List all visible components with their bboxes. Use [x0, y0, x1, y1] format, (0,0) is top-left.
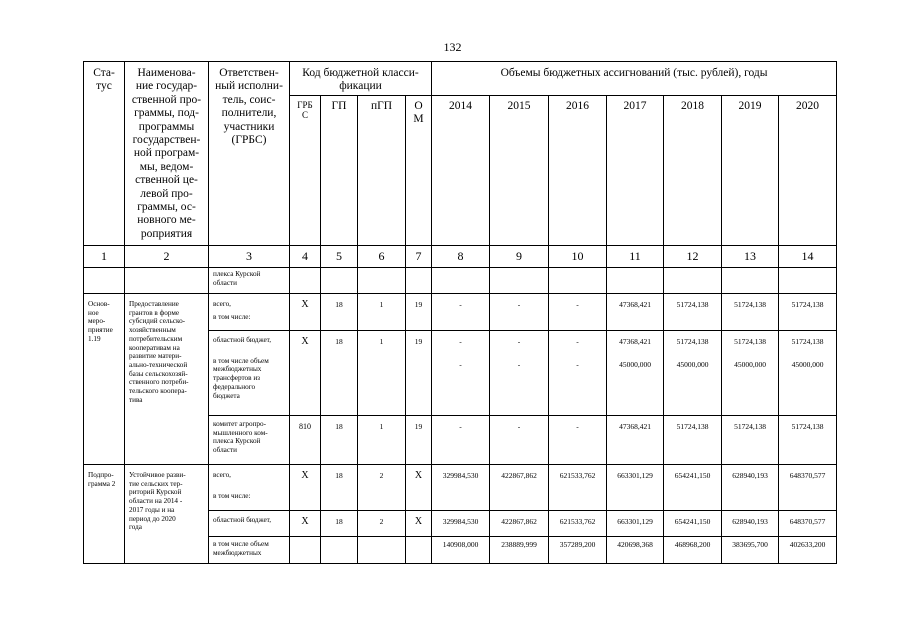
code-cell: 19: [406, 294, 432, 331]
value-cell: 383695,700: [722, 537, 779, 564]
code-cell: 2: [358, 511, 406, 537]
header-year: 2015: [490, 96, 549, 246]
value-cell: 357289,200: [549, 537, 607, 564]
value-cell: -: [490, 416, 549, 465]
code-cell: 19: [406, 416, 432, 465]
value-cell: -: [549, 416, 607, 465]
value-cell: - -: [549, 331, 607, 416]
table-row: [84, 268, 837, 294]
responsible-cell: областной бюджет, в том числе объем межбюджетных трансфертов из федерального бюджета: [209, 331, 290, 416]
code-cell: 18: [321, 416, 358, 465]
header-name: Наименова- ние государ- ственной про- граммы, под- программы государствен- ной програм- мы, ведом- ственной це- левой про- граммы, ос- новного ме- роприятия: [125, 62, 209, 246]
value-cell: 51724,138: [779, 416, 837, 465]
value-cell: 51724,138: [722, 416, 779, 465]
header-code-gp: ГП: [321, 96, 358, 246]
value-cell: 51724,138 45000,000: [779, 331, 837, 416]
value-cell: -: [432, 416, 490, 465]
responsible-cell: плекса Курской области: [209, 268, 290, 294]
code-cell: 19: [406, 331, 432, 416]
value-cell: 654241,150: [664, 465, 722, 511]
value-cell: 663301,129: [607, 511, 664, 537]
responsible-cell: всего, в том числе:: [209, 465, 290, 511]
value-cell: - -: [432, 331, 490, 416]
code-cell: 18: [321, 294, 358, 331]
column-number: 7: [406, 246, 432, 268]
value-cell: 420698,368: [607, 537, 664, 564]
column-number: 6: [358, 246, 406, 268]
name-cell: Устойчивое разви- тие сельских тер- риторий Курской области на 2014 - 2017 годы и на период до 2020 года: [125, 465, 209, 564]
status-cell: Основ- ное меро- приятие 1.19: [84, 294, 125, 465]
value-cell: 621533,762: [549, 465, 607, 511]
value-cell: 47368,421: [607, 294, 664, 331]
code-cell: 1: [358, 294, 406, 331]
value-cell: 329984,530: [432, 465, 490, 511]
header-status: Ста- тус: [84, 62, 125, 246]
value-cell: 238889,999: [490, 537, 549, 564]
column-number: 4: [290, 246, 321, 268]
column-number: 12: [664, 246, 722, 268]
header-code-om: О М: [406, 96, 432, 246]
value-cell: 47368,421 45000,000: [607, 331, 664, 416]
column-numbers-row: [84, 246, 837, 268]
header-budget-volume: Объемы бюджетных ассигнований (тыс. рублей), годы: [432, 62, 837, 96]
value-cell: 663301,129: [607, 465, 664, 511]
value-cell: 140908,000: [432, 537, 490, 564]
value-cell: -: [490, 294, 549, 331]
value-cell: 329984,530: [432, 511, 490, 537]
column-number: 13: [722, 246, 779, 268]
column-number: 11: [607, 246, 664, 268]
header-responsible: Ответствен- ный исполни- тель, соис- полнители, участники (ГРБС): [209, 62, 290, 246]
table-row: [84, 465, 837, 511]
value-cell: 621533,762: [549, 511, 607, 537]
code-cell: 1: [358, 331, 406, 416]
value-cell: 422867,862: [490, 465, 549, 511]
header-code-grbs: ГРБ С: [290, 96, 321, 246]
code-cell: 810: [290, 416, 321, 465]
responsible-cell: комитет агропро- мышленного ком- плекса Курской области: [209, 416, 290, 465]
code-cell: Х: [406, 511, 432, 537]
responsible-cell: в том числе объем межбюджетных: [209, 537, 290, 564]
code-cell: 18: [321, 511, 358, 537]
value-cell: -: [432, 294, 490, 331]
value-cell: 422867,862: [490, 511, 549, 537]
column-number: 9: [490, 246, 549, 268]
responsible-cell: всего, в том числе:: [209, 294, 290, 331]
header-code-pgp: пГП: [358, 96, 406, 246]
name-cell: Предоставление грантов в форме субсидий сельско- хозяйственным потребительским кооперативам на развитие матери- ально-технической базы сельскохозяй- ственного потреби- тельского коопера- тива: [125, 294, 209, 465]
header-year: 2018: [664, 96, 722, 246]
column-number: 5: [321, 246, 358, 268]
value-cell: 51724,138 45000,000: [664, 331, 722, 416]
value-cell: 628940,193: [722, 511, 779, 537]
code-cell: 18: [321, 465, 358, 511]
value-cell: 648370,577: [779, 465, 837, 511]
value-cell: 51724,138 45000,000: [722, 331, 779, 416]
value-cell: 51724,138: [779, 294, 837, 331]
column-number: 1: [84, 246, 125, 268]
header-year: 2014: [432, 96, 490, 246]
header-budget-code: Код бюджетной класси- фикации: [290, 62, 432, 96]
column-number: 2: [125, 246, 209, 268]
value-cell: 654241,150: [664, 511, 722, 537]
column-number: 8: [432, 246, 490, 268]
column-number: 14: [779, 246, 837, 268]
code-cell: Х: [290, 465, 321, 511]
value-cell: 51724,138: [722, 294, 779, 331]
value-cell: 51724,138: [664, 416, 722, 465]
code-cell: Х: [290, 294, 321, 331]
value-cell: -: [549, 294, 607, 331]
value-cell: 47368,421: [607, 416, 664, 465]
code-cell: Х: [290, 331, 321, 416]
value-cell: 648370,577: [779, 511, 837, 537]
code-cell: 1: [358, 416, 406, 465]
value-cell: 51724,138: [664, 294, 722, 331]
code-cell: 18: [321, 331, 358, 416]
table-row: [84, 294, 837, 331]
code-cell: Х: [406, 465, 432, 511]
responsible-cell: областной бюджет,: [209, 511, 290, 537]
value-cell: 402633,200: [779, 537, 837, 564]
column-number: 3: [209, 246, 290, 268]
code-cell: 2: [358, 465, 406, 511]
header-year: 2019: [722, 96, 779, 246]
value-cell: 628940,193: [722, 465, 779, 511]
status-cell: Подпро- грамма 2: [84, 465, 125, 564]
code-cell: Х: [290, 511, 321, 537]
header-year: 2020: [779, 96, 837, 246]
value-cell: 468968,200: [664, 537, 722, 564]
value-cell: - -: [490, 331, 549, 416]
header-year: 2016: [549, 96, 607, 246]
page-number: 132: [443, 40, 462, 54]
column-number: 10: [549, 246, 607, 268]
budget-table: [83, 61, 837, 564]
header-year: 2017: [607, 96, 664, 246]
